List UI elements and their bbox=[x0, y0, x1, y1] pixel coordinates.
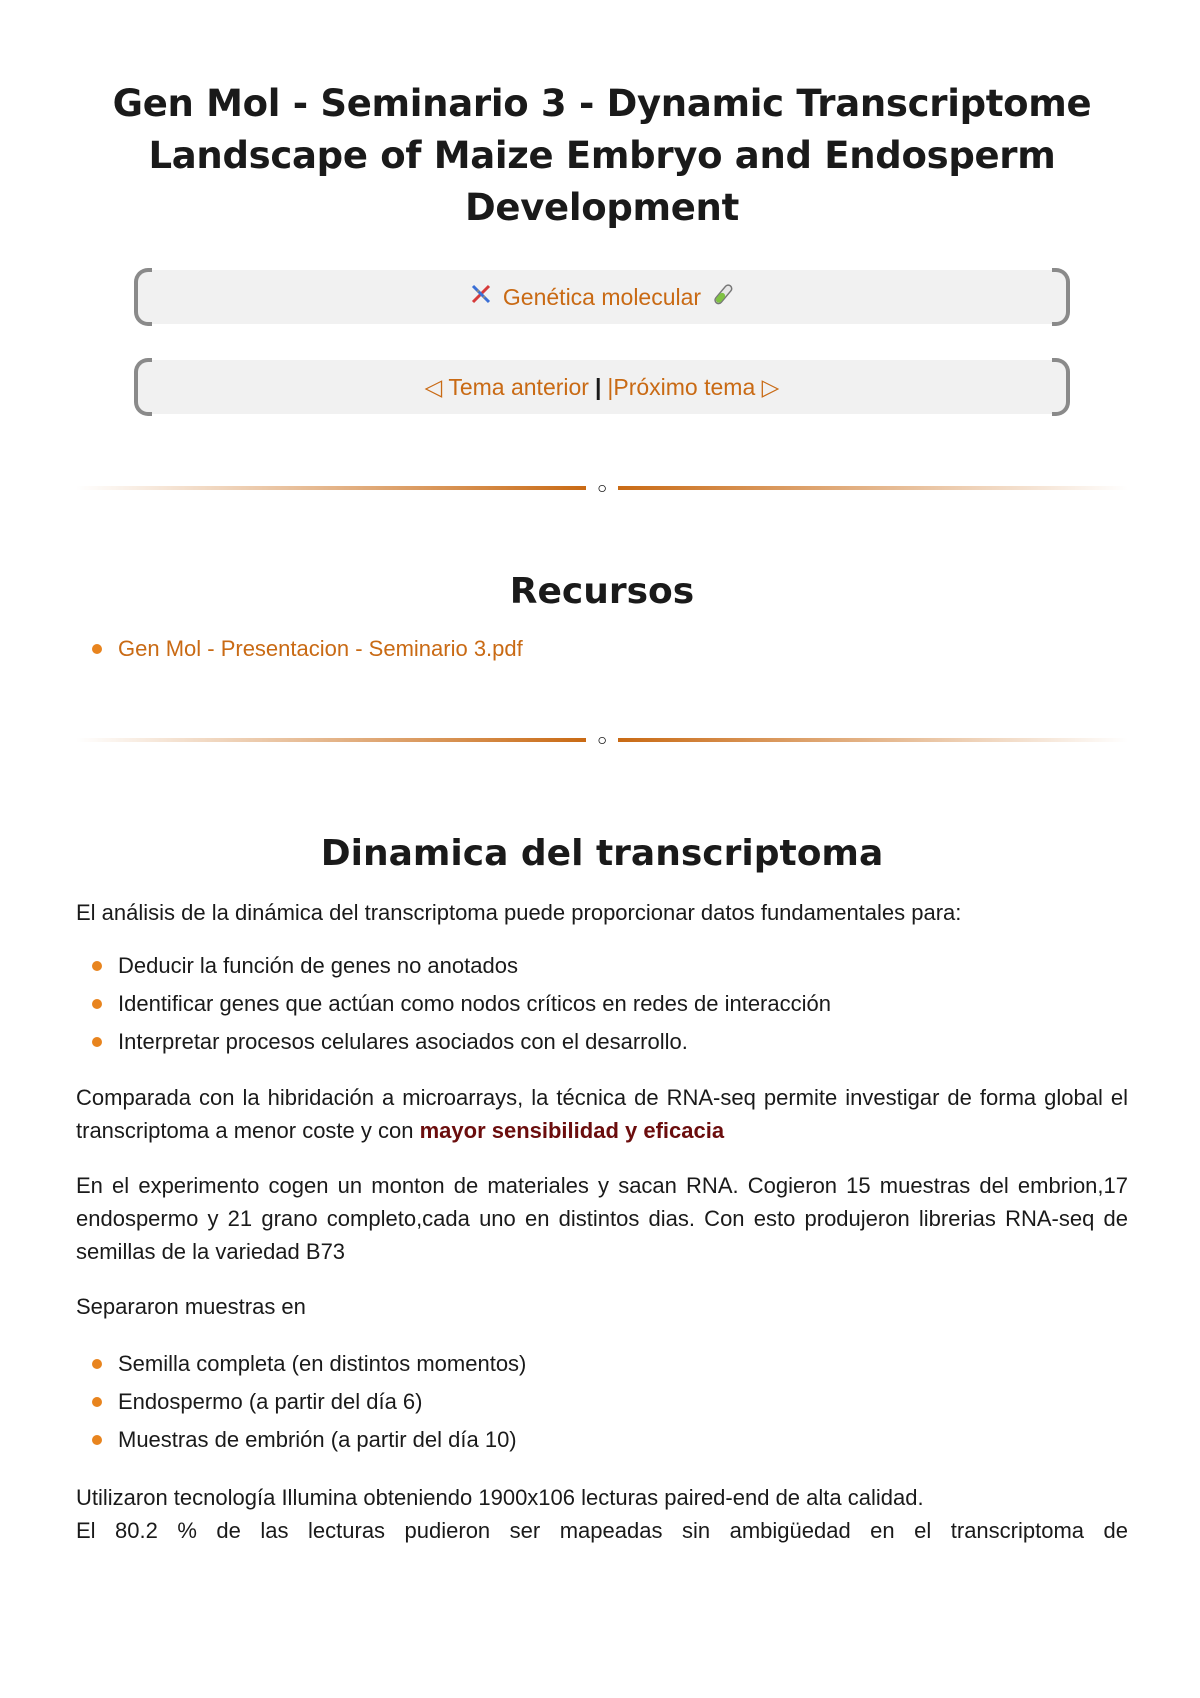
previous-topic-link[interactable]: ◁ Tema anterior bbox=[424, 373, 589, 400]
samples-list bbox=[76, 1345, 1128, 1459]
list-item-text: Semilla completa (en distintos momentos) bbox=[118, 1351, 527, 1376]
topic-nav-box bbox=[138, 360, 1066, 414]
course-link[interactable]: Genética molecular bbox=[502, 283, 702, 310]
next-topic-link[interactable]: |Próximo tema ▷ bbox=[607, 373, 780, 400]
divider-line-right bbox=[618, 738, 1128, 742]
list-item-text: Deducir la función de genes no anotados bbox=[118, 953, 518, 978]
emphasis-text: mayor sensibilidad y eficacia bbox=[419, 1118, 725, 1143]
list-item-text: Muestras de embrión (a partir del día 10) bbox=[118, 1427, 517, 1452]
nav-separator: | bbox=[594, 373, 602, 400]
mapping-paragraph: El 80.2 % de las lecturas pudieron ser mapeadas sin ambigüedad en el transcriptoma de bbox=[76, 1518, 1128, 1543]
dinamica-heading: Dinamica del transcriptoma bbox=[320, 833, 884, 874]
paragraph-text: Comparada con la hibridación a microarrays, la técnica de RNA-seq permite investigar de forma global el transcriptoma a menor coste y con bbox=[76, 1085, 1128, 1143]
list-item bbox=[76, 985, 1128, 1023]
bullet-icon bbox=[92, 644, 102, 654]
list-item bbox=[76, 1023, 1128, 1061]
resource-pdf-link[interactable]: Gen Mol - Presentacion - Seminario 3.pdf bbox=[118, 636, 523, 661]
bullet-icon bbox=[92, 1359, 102, 1369]
resource-item bbox=[76, 630, 1128, 668]
divider-line-left bbox=[76, 738, 586, 742]
bullet-icon bbox=[92, 1397, 102, 1407]
resources-list bbox=[76, 630, 1128, 668]
course-nav-box bbox=[138, 270, 1066, 324]
list-item-text: Interpretar procesos celulares asociados con el desarrollo. bbox=[118, 1029, 688, 1054]
bullet-icon bbox=[92, 1037, 102, 1047]
list-item bbox=[76, 1383, 1128, 1421]
list-item-text: Identificar genes que actúan como nodos críticos en redes de interacción bbox=[118, 991, 831, 1016]
list-item bbox=[76, 947, 1128, 985]
functions-list bbox=[76, 947, 1128, 1061]
divider-symbol: ဝ bbox=[597, 479, 607, 496]
bullet-icon bbox=[92, 999, 102, 1009]
section-divider bbox=[76, 478, 1128, 498]
divider-symbol: ဝ bbox=[597, 731, 607, 748]
test-tube-icon bbox=[711, 282, 735, 312]
divider-line-left bbox=[76, 486, 586, 490]
recursos-heading: Recursos bbox=[509, 571, 695, 612]
intro-paragraph: El análisis de la dinámica del transcriptoma puede proporcionar datos fundamentales para: bbox=[76, 900, 962, 925]
section-divider bbox=[76, 730, 1128, 750]
experiment-paragraph: En el experimento cogen un monton de materiales y sacan RNA. Cogieron 15 muestras del embrion,17 endospermo y 21 grano completo,cada uno en distintos dias. Con esto produjeron librerias RNA-seq de semillas de la variedad B73 bbox=[76, 1173, 1128, 1264]
bullet-icon bbox=[92, 1435, 102, 1445]
bullet-icon bbox=[92, 961, 102, 971]
divider-line-right bbox=[618, 486, 1128, 490]
dna-icon bbox=[469, 282, 493, 312]
illumina-paragraph: Utilizaron tecnología Illumina obteniendo 1900x106 lecturas paired-end de alta calidad. bbox=[76, 1485, 924, 1510]
list-item bbox=[76, 1421, 1128, 1459]
list-item bbox=[76, 1345, 1128, 1383]
rnaseq-paragraph bbox=[76, 1081, 1128, 1147]
list-item-text: Endospermo (a partir del día 6) bbox=[118, 1389, 423, 1414]
samples-intro-paragraph: Separaron muestras en bbox=[76, 1294, 306, 1319]
page-title: Gen Mol - Seminario 3 - Dynamic Transcriptome Landscape of Maize Embryo and Endosperm Development bbox=[112, 82, 1092, 229]
document-content bbox=[76, 78, 1128, 1547]
